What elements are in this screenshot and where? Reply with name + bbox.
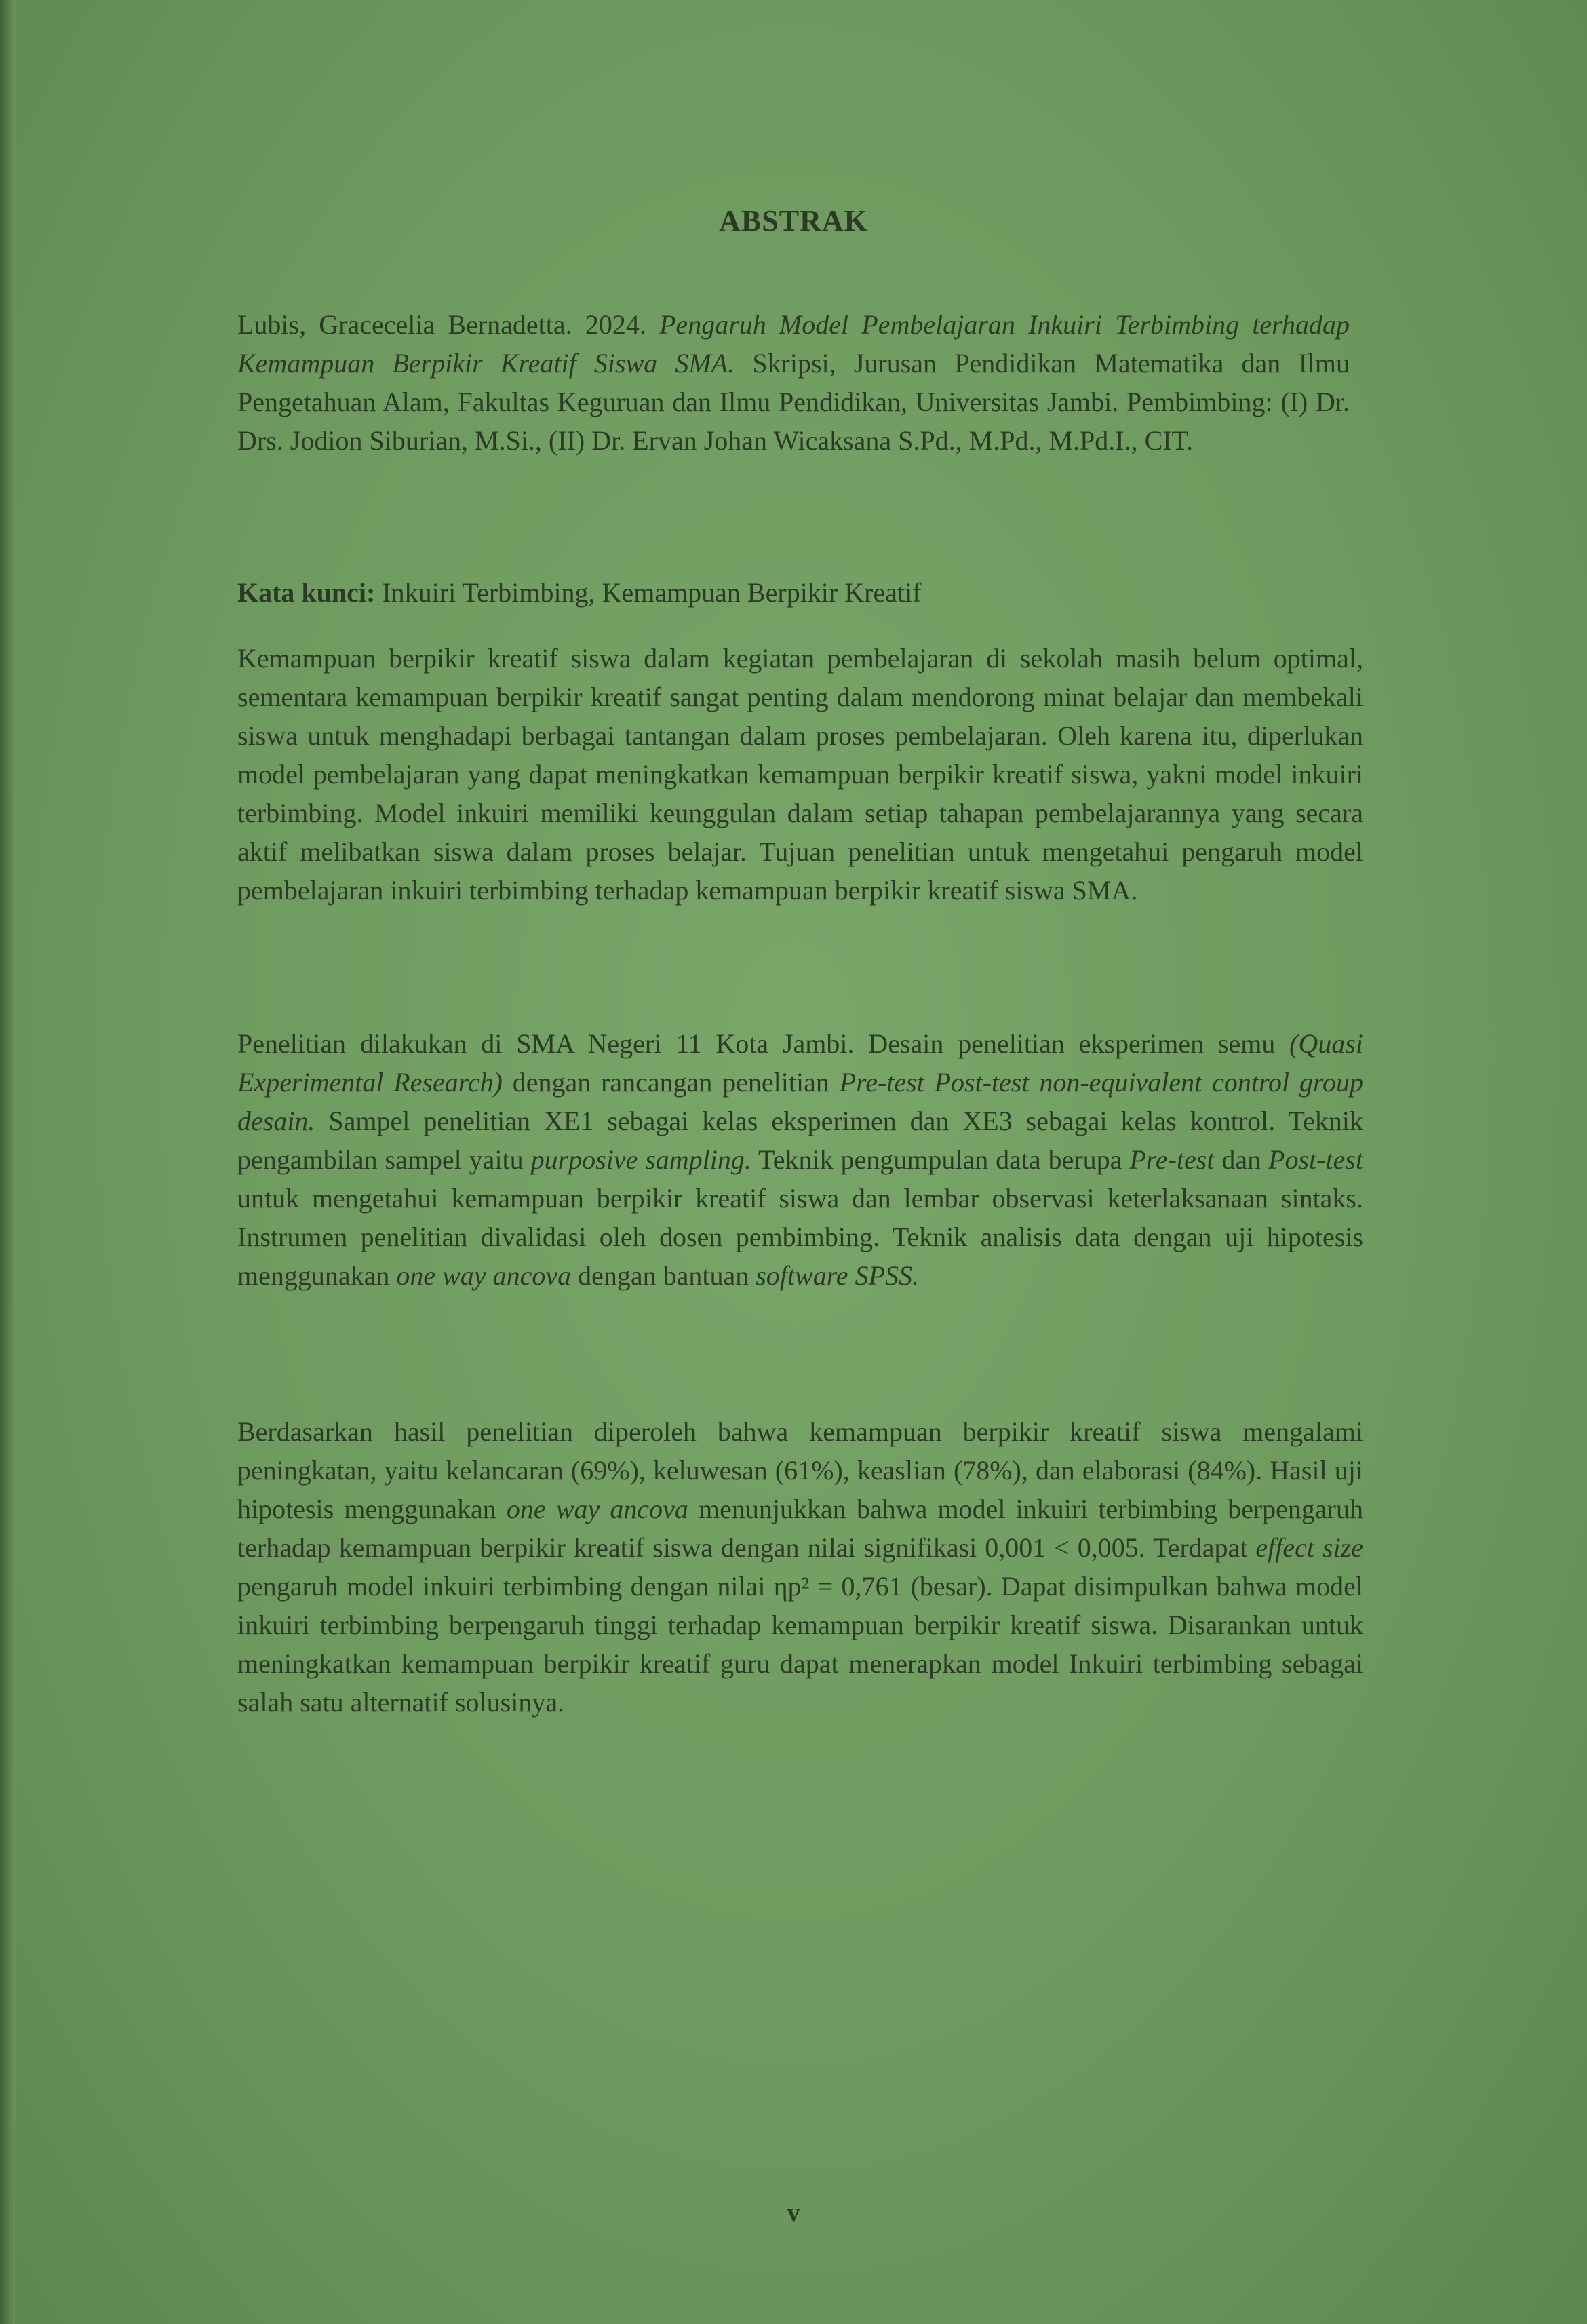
p2-italic-1: (Quasi Experimental Research) bbox=[237, 1028, 1363, 1098]
keywords-line bbox=[237, 573, 1350, 612]
p2-italic-7: software SPSS. bbox=[756, 1260, 919, 1291]
citation-details: Skripsi, Jurusan Pendidikan Matematika dan Ilmu Pengetahuan Alam, Fakultas Keguruan dan Ilmu Pendidikan, Universitas Jambi. Pembimbing: (I) Dr. Drs. Jodion Siburian, M.Si., (II) Dr. Ervan Johan Wicaksana S.Pd., M.Pd., M.Pd.I., CIT. bbox=[237, 348, 1350, 456]
abstract-paragraph-3 bbox=[237, 1412, 1363, 1722]
p2-italic-6: one way ancova bbox=[396, 1260, 572, 1291]
p3-italic-2: effect size bbox=[1255, 1532, 1363, 1563]
citation-author-year: Lubis, Gracecelia Bernadetta. 2024. bbox=[237, 309, 646, 340]
p2-text-6: untuk mengetahui kemampuan berpikir kreatif siswa dan lembar observasi keterlaksanaan sintaks. Instrumen penelitian divalidasi oleh dosen pembimbing. Teknik analisis data dengan uji hipotesis menggunakan bbox=[237, 1183, 1363, 1291]
p2-text-4: Teknik pengumpulan data berupa bbox=[751, 1144, 1130, 1175]
p2-text-7: dengan bantuan bbox=[571, 1260, 756, 1291]
page-title: ABSTRAK bbox=[719, 204, 868, 237]
p2-text-1: Penelitian dilakukan di SMA Negeri 11 Kota Jambi. Desain penelitian eksperimen semu bbox=[237, 1028, 1290, 1059]
page-edge-shadow bbox=[0, 0, 15, 2324]
p3-text-2: menunjukkan bahwa model inkuiri terbimbing berpengaruh terhadap kemampuan berpikir kreatif siswa dengan nilai signifikasi 0,001 < 0,005. Terdapat bbox=[237, 1494, 1363, 1563]
p2-italic-2: Pre-test Post-test non-equivalent control group desain. bbox=[237, 1067, 1364, 1136]
p3-text-1: Berdasarkan hasil penelitian diperoleh bahwa kemampuan berpikir kreatif siswa mengalami peningkatan, yaitu kelancaran (69%), keluwesan (61%), keaslian (78%), dan elaborasi (84%). Hasil uji hipotesis menggunakan bbox=[237, 1416, 1363, 1524]
p3-text-3: pengaruh model inkuiri terbimbing dengan nilai ηp² = 0,761 (besar). Dapat disimpulkan bahwa model inkuiri terbimbing berpengaruh tinggi terhadap kemampuan berpikir kreatif siswa. Disarankan untuk meningkatkan kemampuan berpikir kreatif guru dapat menerapkan model Inkuiri terbimbing sebagai salah satu alternatif solusinya. bbox=[237, 1571, 1363, 1718]
p3-italic-1: one way ancova bbox=[506, 1494, 688, 1524]
citation-block bbox=[237, 305, 1350, 460]
page-number: v bbox=[787, 2199, 800, 2227]
keywords-value: Inkuiri Terbimbing, Kemampuan Berpikir Kreatif bbox=[382, 577, 922, 608]
abstract-paragraph-2 bbox=[237, 1024, 1363, 1295]
p2-text-5: dan bbox=[1214, 1144, 1269, 1175]
keywords-label: Kata kunci: bbox=[237, 577, 376, 608]
p2-italic-3: purposive sampling. bbox=[530, 1144, 751, 1175]
citation-thesis-title: Pengaruh Model Pembelajaran Inkuiri Terbimbing terhadap Kemampuan Berpikir Kreatif Siswa SMA. bbox=[237, 309, 1350, 379]
p2-text-3: Sampel penelitian XE1 sebagai kelas eksperimen dan XE3 sebagai kelas kontrol. Teknik pengambilan sampel yaitu bbox=[237, 1106, 1363, 1175]
p2-text-2: dengan rancangan penelitian bbox=[502, 1067, 840, 1098]
p2-italic-5: Post-test bbox=[1268, 1144, 1363, 1175]
p2-italic-4: Pre-test bbox=[1129, 1144, 1215, 1175]
abstract-paragraph-1: Kemampuan berpikir kreatif siswa dalam kegiatan pembelajaran di sekolah masih belum optimal, sementara kemampuan berpikir kreatif sangat penting dalam mendorong minat belajar dan membekali siswa untuk menghadapi berbagai tantangan dalam proses pembelajaran. Oleh karena itu, diperlukan model pembelajaran yang dapat meningkatkan kemampuan berpikir kreatif siswa, yakni model inkuiri terbimbing. Model inkuiri memiliki keunggulan dalam setiap tahapan pembelajarannya yang secara aktif melibatkan siswa dalam proses belajar. Tujuan penelitian untuk mengetahui pengaruh model pembelajaran inkuiri terbimbing terhadap kemampuan berpikir kreatif siswa SMA. bbox=[237, 643, 1363, 906]
